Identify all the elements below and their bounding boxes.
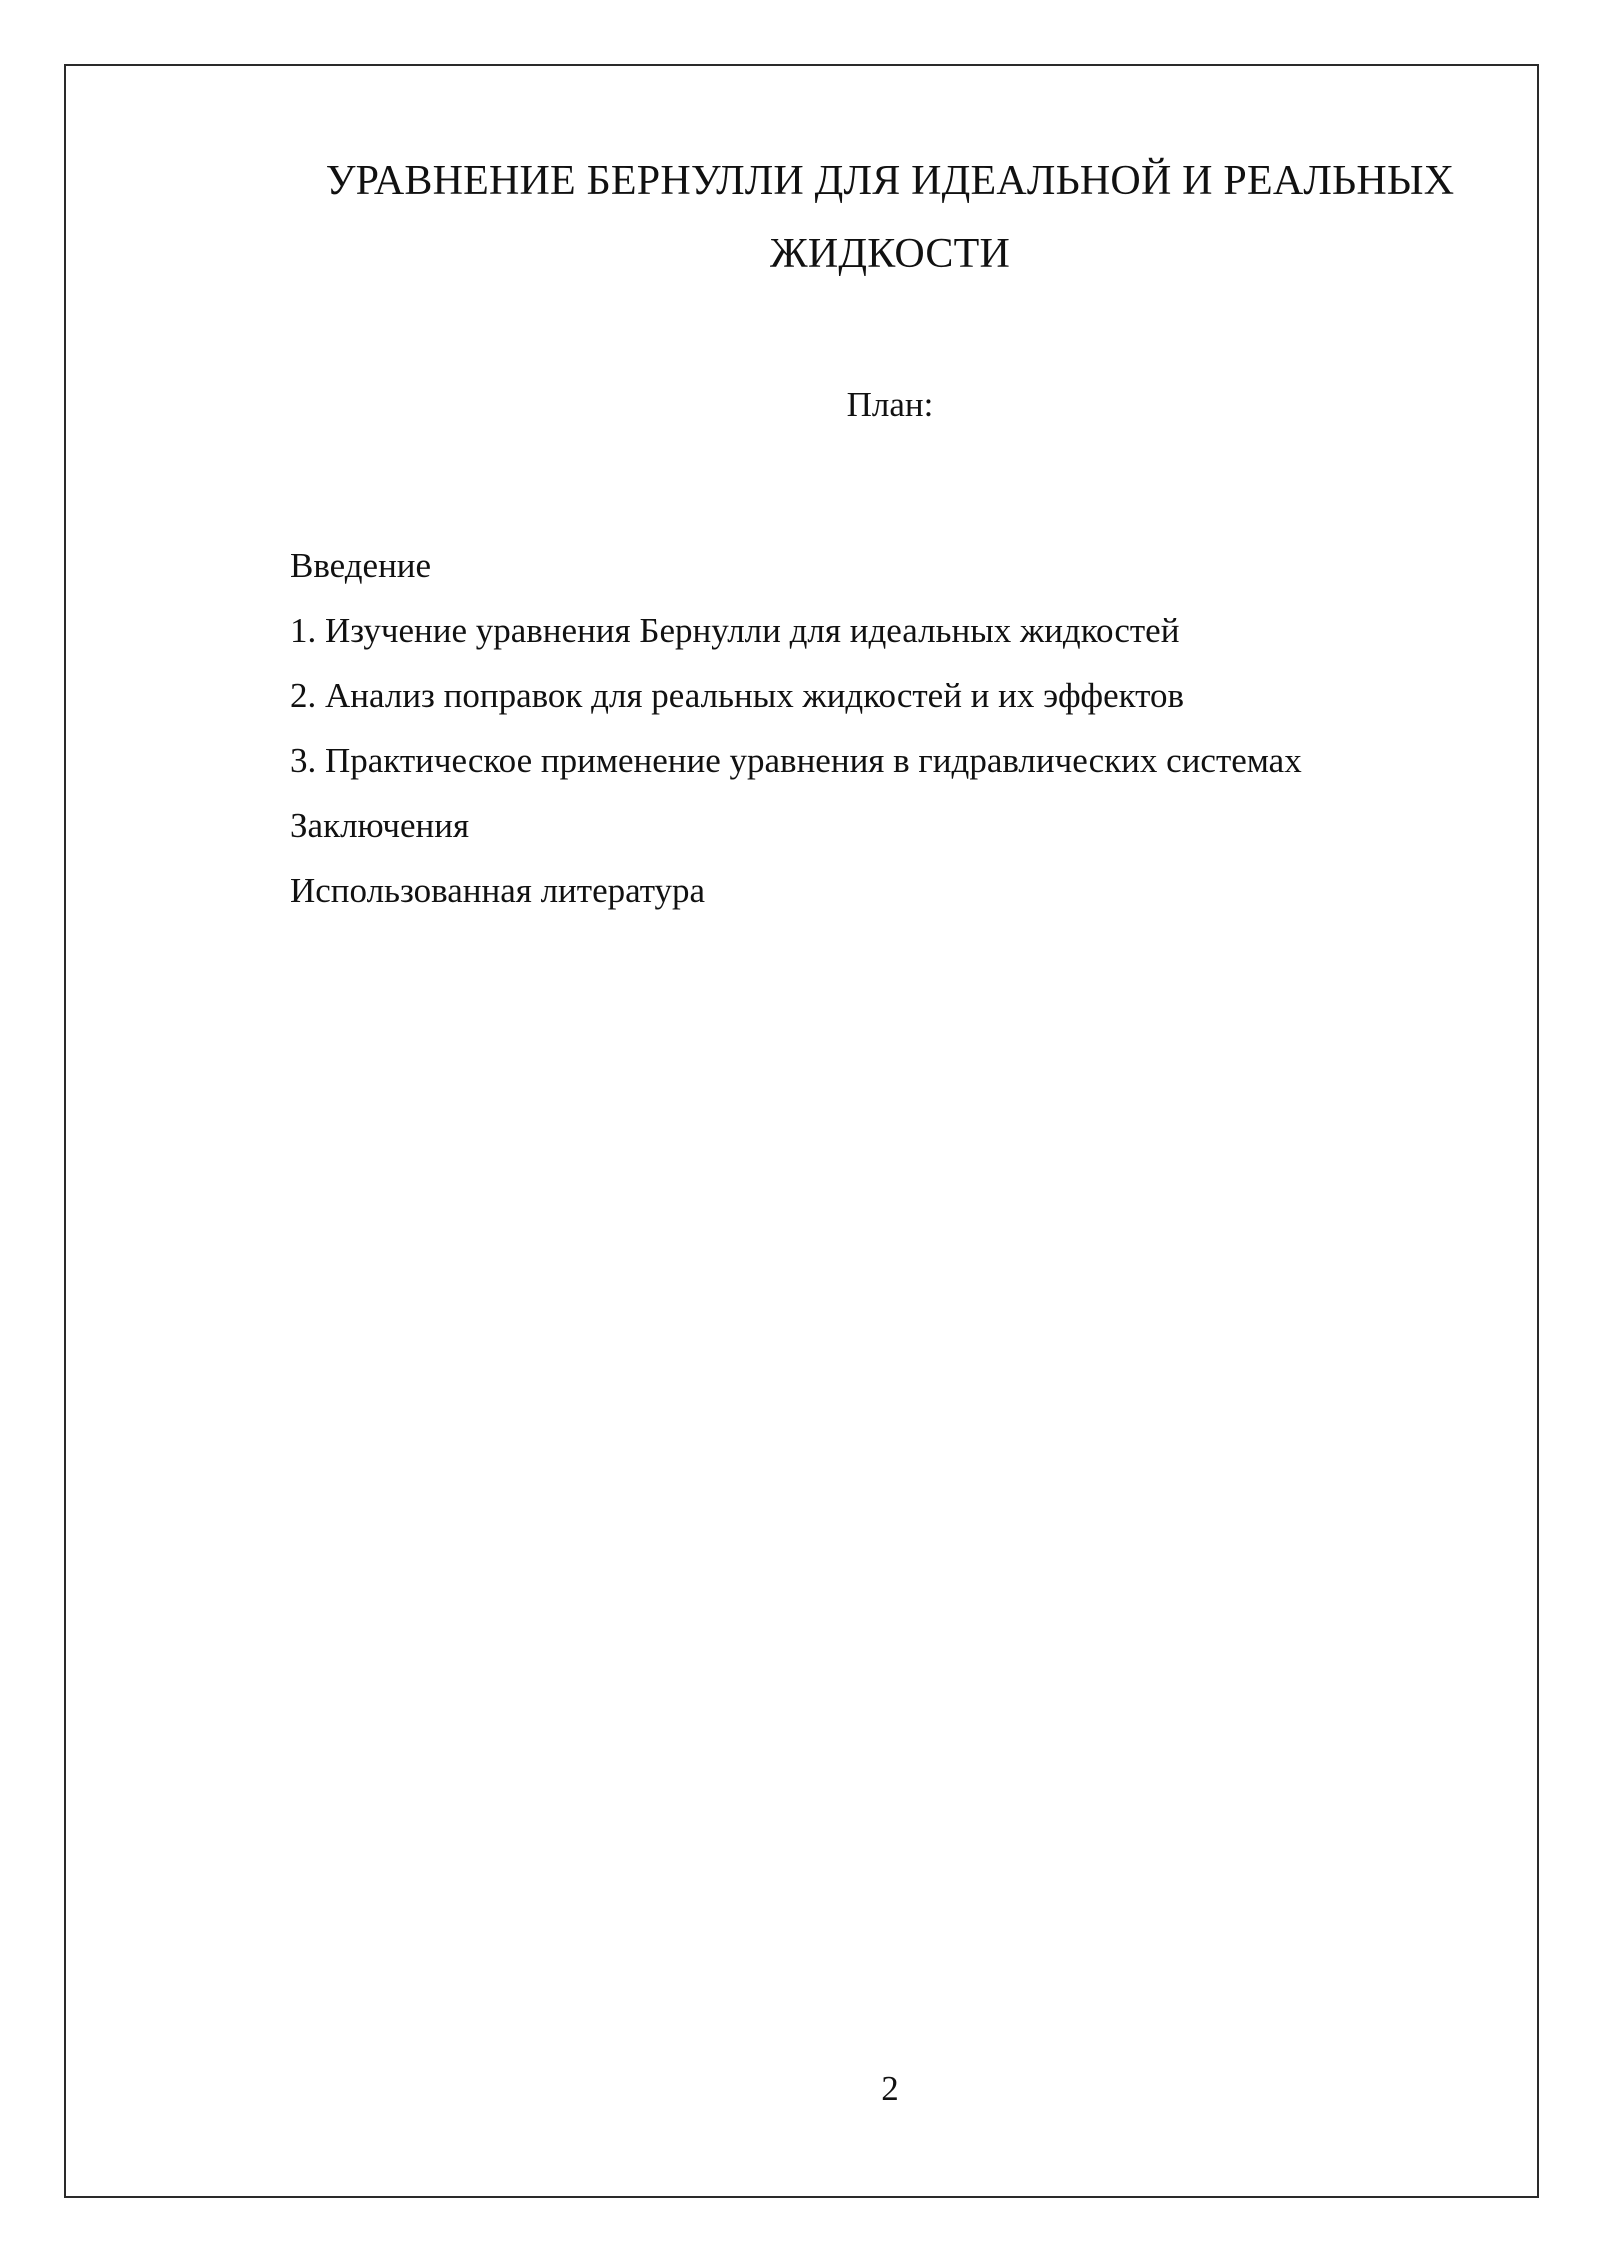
plan-item-2: 2. Анализ поправок для реальных жидкостей и их эффектов	[290, 676, 1185, 715]
document-title-line-1: УРАВНЕНИЕ БЕРНУЛЛИ ДЛЯ ИДЕАЛЬНОЙ И РЕАЛЬНЫХ	[325, 158, 1455, 204]
plan-item-introduction: Введение	[290, 546, 432, 585]
plan-item-references: Использованная литература	[290, 871, 706, 910]
plan-list	[290, 533, 1302, 923]
document-title-line-2: ЖИДКОСТИ	[769, 231, 1011, 277]
plan-item-1: 1. Изучение уравнения Бернулли для идеальных жидкостей	[290, 611, 1180, 650]
page-number: 2	[881, 2069, 899, 2108]
plan-item-conclusion: Заключения	[290, 806, 470, 845]
page-border	[64, 64, 1539, 2198]
plan-heading: План:	[846, 385, 934, 424]
plan-item-3: 3. Практическое применение уравнения в гидравлических системах	[290, 741, 1302, 780]
